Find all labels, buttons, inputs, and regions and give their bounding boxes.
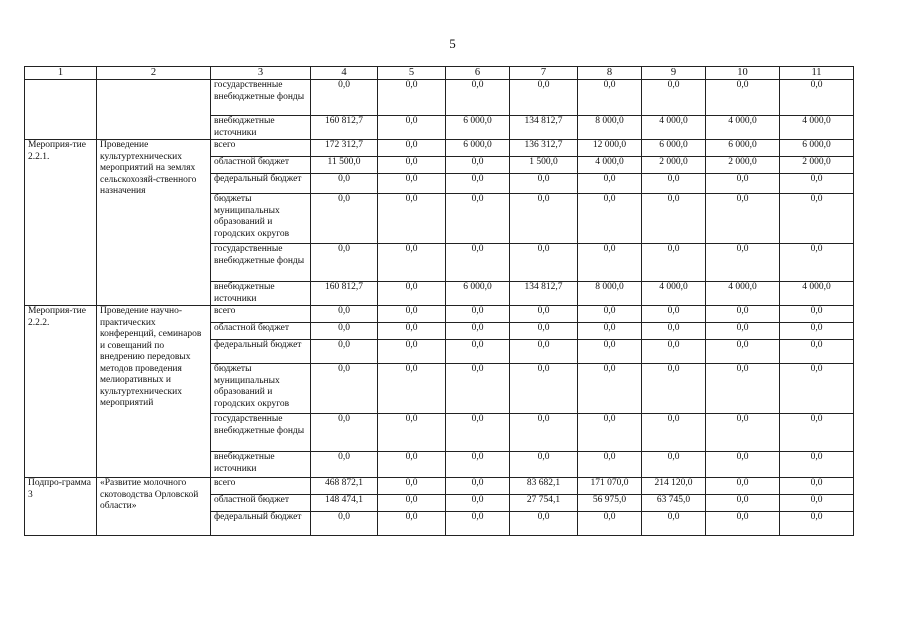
value-cell: 0,0 xyxy=(510,364,578,414)
col-header: 7 xyxy=(510,67,578,80)
value-cell: 0,0 xyxy=(510,194,578,244)
value-cell: 0,0 xyxy=(311,364,378,414)
value-cell: 0,0 xyxy=(446,194,510,244)
value-cell: 0,0 xyxy=(780,478,854,495)
program-code-cell: Подпро-грамма 3 xyxy=(25,478,97,536)
value-cell: 0,0 xyxy=(780,194,854,244)
value-cell: 0,0 xyxy=(378,140,446,157)
value-cell: 4 000,0 xyxy=(642,282,706,306)
value-cell: 0,0 xyxy=(378,157,446,174)
table-row xyxy=(25,140,854,157)
program-code-cell: Мероприя-тие 2.2.1. xyxy=(25,140,97,306)
value-cell: 0,0 xyxy=(378,306,446,323)
value-cell: 0,0 xyxy=(780,452,854,478)
value-cell: 0,0 xyxy=(706,452,780,478)
value-cell: 136 312,7 xyxy=(510,140,578,157)
program-name-cell xyxy=(97,80,211,140)
funding-source-cell: государственные внебюджетные фонды xyxy=(211,244,311,282)
value-cell: 4 000,0 xyxy=(780,282,854,306)
value-cell: 0,0 xyxy=(780,364,854,414)
funding-source-cell: бюджеты муниципальных образований и городских округов xyxy=(211,194,311,244)
value-cell: 0,0 xyxy=(578,323,642,340)
value-cell: 0,0 xyxy=(378,194,446,244)
funding-source-cell: государственные внебюджетные фонды xyxy=(211,80,311,116)
value-cell: 0,0 xyxy=(578,340,642,364)
value-cell: 0,0 xyxy=(780,495,854,512)
value-cell: 160 812,7 xyxy=(311,282,378,306)
col-header: 5 xyxy=(378,67,446,80)
value-cell: 11 500,0 xyxy=(311,157,378,174)
value-cell: 0,0 xyxy=(642,244,706,282)
program-code-cell: Мероприя-тие 2.2.2. xyxy=(25,306,97,478)
value-cell: 0,0 xyxy=(780,414,854,452)
value-cell: 0,0 xyxy=(446,452,510,478)
value-cell: 160 812,7 xyxy=(311,116,378,140)
value-cell: 4 000,0 xyxy=(706,116,780,140)
value-cell: 0,0 xyxy=(510,306,578,323)
value-cell: 6 000,0 xyxy=(780,140,854,157)
value-cell: 2 000,0 xyxy=(706,157,780,174)
funding-source-cell: внебюджетные источники xyxy=(211,116,311,140)
value-cell: 0,0 xyxy=(642,194,706,244)
value-cell: 0,0 xyxy=(706,340,780,364)
value-cell: 171 070,0 xyxy=(578,478,642,495)
funding-source-cell: всего xyxy=(211,478,311,495)
value-cell: 0,0 xyxy=(378,323,446,340)
value-cell: 0,0 xyxy=(780,306,854,323)
value-cell: 0,0 xyxy=(706,194,780,244)
value-cell: 6 000,0 xyxy=(446,116,510,140)
value-cell: 134 812,7 xyxy=(510,116,578,140)
page-number: 5 xyxy=(449,36,456,51)
value-cell: 0,0 xyxy=(642,452,706,478)
program-name-cell: Проведение культуртехнических мероприятий на землях сельскохозяй-ственного назначения xyxy=(97,140,211,306)
value-cell: 0,0 xyxy=(378,244,446,282)
value-cell: 0,0 xyxy=(642,512,706,536)
value-cell: 6 000,0 xyxy=(446,282,510,306)
col-header: 1 xyxy=(25,67,97,80)
value-cell: 0,0 xyxy=(706,244,780,282)
value-cell: 83 682,1 xyxy=(510,478,578,495)
funding-source-cell: всего xyxy=(211,306,311,323)
value-cell: 0,0 xyxy=(311,340,378,364)
value-cell: 0,0 xyxy=(446,323,510,340)
col-header: 9 xyxy=(642,67,706,80)
funding-source-cell: государственные внебюджетные фонды xyxy=(211,414,311,452)
program-name-cell: «Развитие молочного скотоводства Орловской области» xyxy=(97,478,211,536)
value-cell: 0,0 xyxy=(706,364,780,414)
value-cell: 0,0 xyxy=(578,512,642,536)
value-cell: 0,0 xyxy=(446,478,510,495)
col-header: 4 xyxy=(311,67,378,80)
value-cell: 0,0 xyxy=(642,174,706,194)
value-cell: 0,0 xyxy=(446,414,510,452)
value-cell: 134 812,7 xyxy=(510,282,578,306)
value-cell: 0,0 xyxy=(378,340,446,364)
value-cell: 0,0 xyxy=(578,452,642,478)
value-cell: 2 000,0 xyxy=(780,157,854,174)
value-cell: 0,0 xyxy=(378,478,446,495)
value-cell: 0,0 xyxy=(780,174,854,194)
value-cell: 0,0 xyxy=(706,512,780,536)
col-header: 3 xyxy=(211,67,311,80)
budget-table xyxy=(24,66,854,536)
value-cell: 12 000,0 xyxy=(578,140,642,157)
value-cell: 0,0 xyxy=(311,512,378,536)
col-header: 10 xyxy=(706,67,780,80)
value-cell: 0,0 xyxy=(780,80,854,116)
value-cell: 0,0 xyxy=(446,340,510,364)
value-cell: 0,0 xyxy=(706,414,780,452)
value-cell: 0,0 xyxy=(378,414,446,452)
value-cell: 0,0 xyxy=(642,80,706,116)
value-cell: 0,0 xyxy=(578,414,642,452)
value-cell: 0,0 xyxy=(510,244,578,282)
header-row xyxy=(25,67,854,80)
value-cell: 27 754,1 xyxy=(510,495,578,512)
table-row xyxy=(25,306,854,323)
value-cell: 0,0 xyxy=(510,512,578,536)
value-cell: 6 000,0 xyxy=(446,140,510,157)
funding-source-cell: внебюджетные источники xyxy=(211,452,311,478)
funding-source-cell: всего xyxy=(211,140,311,157)
value-cell: 0,0 xyxy=(311,452,378,478)
value-cell: 214 120,0 xyxy=(642,478,706,495)
value-cell: 0,0 xyxy=(378,174,446,194)
value-cell: 4 000,0 xyxy=(578,157,642,174)
value-cell: 0,0 xyxy=(510,452,578,478)
value-cell: 0,0 xyxy=(780,323,854,340)
value-cell: 0,0 xyxy=(642,364,706,414)
value-cell: 0,0 xyxy=(706,174,780,194)
funding-source-cell: областной бюджет xyxy=(211,323,311,340)
value-cell: 0,0 xyxy=(706,323,780,340)
col-header: 6 xyxy=(446,67,510,80)
funding-source-cell: федеральный бюджет xyxy=(211,512,311,536)
value-cell: 0,0 xyxy=(780,244,854,282)
value-cell: 0,0 xyxy=(642,306,706,323)
program-code-cell xyxy=(25,80,97,140)
funding-source-cell: федеральный бюджет xyxy=(211,174,311,194)
value-cell: 63 745,0 xyxy=(642,495,706,512)
value-cell: 148 474,1 xyxy=(311,495,378,512)
value-cell: 0,0 xyxy=(446,174,510,194)
value-cell: 6 000,0 xyxy=(642,140,706,157)
value-cell: 0,0 xyxy=(642,323,706,340)
value-cell: 172 312,7 xyxy=(311,140,378,157)
value-cell: 0,0 xyxy=(510,323,578,340)
value-cell: 0,0 xyxy=(578,194,642,244)
value-cell: 0,0 xyxy=(446,157,510,174)
value-cell: 0,0 xyxy=(706,478,780,495)
value-cell: 8 000,0 xyxy=(578,282,642,306)
value-cell: 0,0 xyxy=(311,244,378,282)
funding-source-cell: бюджеты муниципальных образований и городских округов xyxy=(211,364,311,414)
value-cell: 0,0 xyxy=(578,364,642,414)
value-cell: 0,0 xyxy=(378,495,446,512)
value-cell: 0,0 xyxy=(446,364,510,414)
value-cell: 0,0 xyxy=(578,174,642,194)
funding-source-cell: внебюджетные источники xyxy=(211,282,311,306)
value-cell: 6 000,0 xyxy=(706,140,780,157)
value-cell: 0,0 xyxy=(706,495,780,512)
value-cell: 0,0 xyxy=(378,512,446,536)
value-cell: 0,0 xyxy=(446,244,510,282)
value-cell: 0,0 xyxy=(510,174,578,194)
value-cell: 4 000,0 xyxy=(642,116,706,140)
value-cell: 0,0 xyxy=(311,174,378,194)
value-cell: 0,0 xyxy=(311,194,378,244)
col-header: 2 xyxy=(97,67,211,80)
value-cell: 0,0 xyxy=(378,282,446,306)
program-name-cell: Проведение научно-практических конференций, семинаров и совещаний по внедрению передовых методов проведения мелиоративных и культуртехнических мероприятий xyxy=(97,306,211,478)
funding-source-cell: областной бюджет xyxy=(211,157,311,174)
value-cell: 0,0 xyxy=(642,414,706,452)
value-cell: 0,0 xyxy=(510,414,578,452)
value-cell: 0,0 xyxy=(578,244,642,282)
value-cell: 0,0 xyxy=(780,512,854,536)
value-cell: 0,0 xyxy=(378,364,446,414)
value-cell: 0,0 xyxy=(311,323,378,340)
value-cell: 0,0 xyxy=(446,80,510,116)
value-cell: 0,0 xyxy=(378,116,446,140)
value-cell: 0,0 xyxy=(446,495,510,512)
value-cell: 0,0 xyxy=(311,306,378,323)
table-row xyxy=(25,478,854,495)
value-cell: 56 975,0 xyxy=(578,495,642,512)
value-cell: 0,0 xyxy=(378,80,446,116)
value-cell: 0,0 xyxy=(706,80,780,116)
value-cell: 0,0 xyxy=(378,452,446,478)
funding-source-cell: федеральный бюджет xyxy=(211,340,311,364)
value-cell: 0,0 xyxy=(311,414,378,452)
value-cell: 4 000,0 xyxy=(706,282,780,306)
value-cell: 0,0 xyxy=(578,306,642,323)
value-cell: 0,0 xyxy=(510,80,578,116)
value-cell: 468 872,1 xyxy=(311,478,378,495)
value-cell: 0,0 xyxy=(311,80,378,116)
col-header: 11 xyxy=(780,67,854,80)
value-cell: 0,0 xyxy=(578,80,642,116)
funding-source-cell: областной бюджет xyxy=(211,495,311,512)
value-cell: 0,0 xyxy=(780,340,854,364)
value-cell: 0,0 xyxy=(446,306,510,323)
table-row xyxy=(25,80,854,116)
value-cell: 0,0 xyxy=(510,340,578,364)
value-cell: 2 000,0 xyxy=(642,157,706,174)
value-cell: 0,0 xyxy=(446,512,510,536)
col-header: 8 xyxy=(578,67,642,80)
value-cell: 1 500,0 xyxy=(510,157,578,174)
value-cell: 8 000,0 xyxy=(578,116,642,140)
value-cell: 4 000,0 xyxy=(780,116,854,140)
value-cell: 0,0 xyxy=(706,306,780,323)
value-cell: 0,0 xyxy=(642,340,706,364)
